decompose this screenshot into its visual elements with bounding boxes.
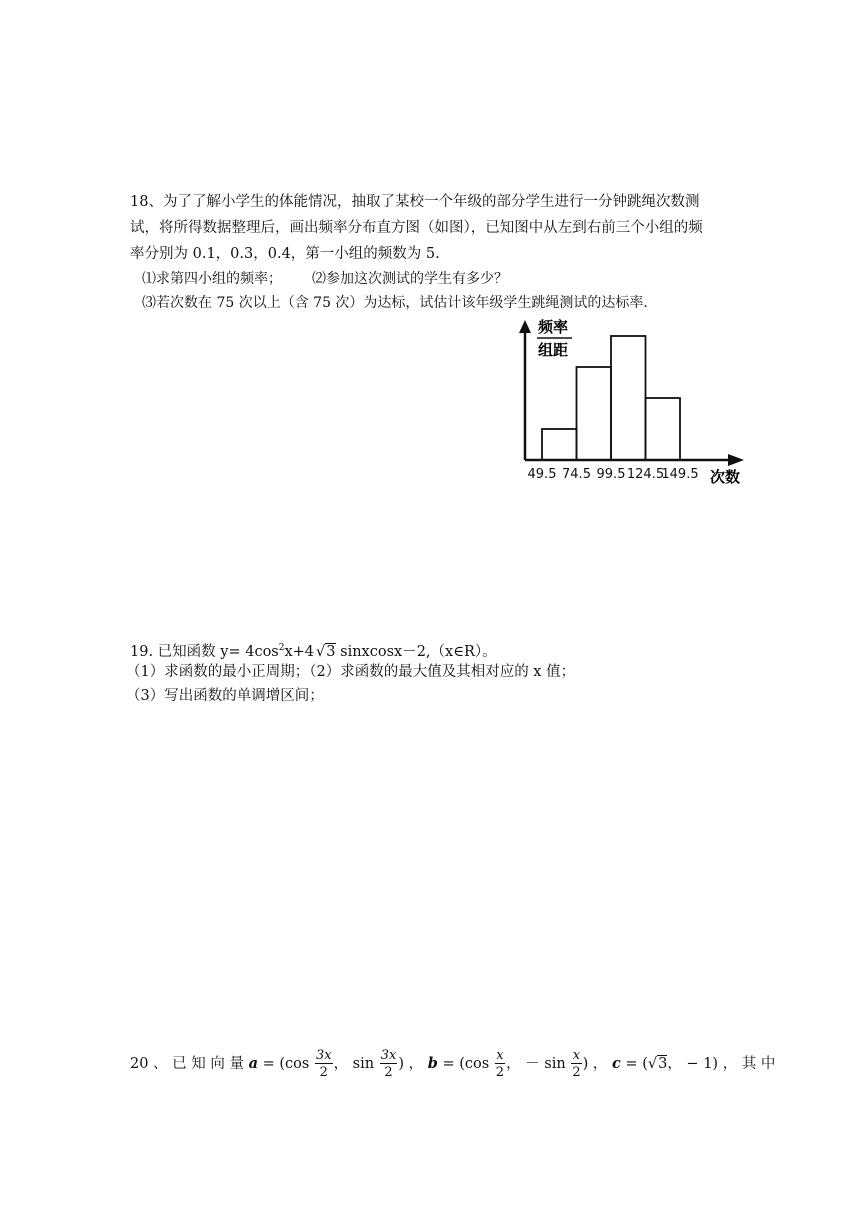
q19-prefix: 19. 已知函数 y= 4cos (130, 643, 279, 660)
q20-a-open: = (cos (262, 1056, 310, 1072)
q20-a-frac2: $\frac{3x}{2}$ (380, 1048, 397, 1080)
histogram-bar-3 (611, 336, 646, 460)
q20-b-open: = (cos (442, 1056, 490, 1072)
q20-prefix: 20 、 已 知 向 量 (130, 1056, 244, 1072)
ylabel-top: 频率 (538, 318, 569, 336)
q19-mid: x+4 (284, 643, 315, 660)
histogram-bar-1 (542, 429, 577, 460)
histogram-bar-2 (577, 367, 612, 460)
frequency-histogram (514, 318, 750, 488)
q20-c-rest: ， − 1) (667, 1056, 719, 1072)
tick-label: 124.5 (626, 467, 665, 482)
q19-suffix: sinxcosx－2,（x∈R）。 (340, 643, 497, 660)
q20-b-frac2: $\frac{x}{2}$ (572, 1048, 581, 1080)
q18-line1: 18、为了了解小学生的体能情况，抽取了某校一个年级的部分学生进行一分钟跳绳次数测 (130, 194, 700, 210)
q20-vec-a: a (248, 1055, 259, 1072)
q20-vec-c: c (611, 1055, 621, 1072)
q20-b-sin: － sin (525, 1056, 566, 1072)
q18-part1: ⑴求第四小组的频率； (142, 271, 282, 287)
q19-part2: （3）写出函数的单调增区间； (126, 688, 324, 704)
q18-line2: 试，将所得数据整理后，画出频率分布直方图（如图），已知图中从左到右前三个小组的频 (130, 220, 703, 236)
q19-line1: 19. 已知函数 $y= 4\cos^2x+4$ √3 sinxcosx－2,（x∈R）。 (130, 643, 497, 660)
q19-sup: 2 (278, 643, 285, 653)
q20-suffix: ， 其 中 (722, 1056, 776, 1072)
q20-line1: 20 、 已 知 向 量 a = (cos $\frac{3x}{2}$ ， sin $\frac{3x}{2}$ ) ， b = (cos $\frac{x}{2}$ ， － sin $\frac{x}{2}$ ) ， c = (√3， − 1) ， 其 中 (130, 1048, 776, 1080)
q20-b-frac1: $\frac{x}{2}$ (495, 1048, 505, 1080)
q19-root: 3 (326, 643, 336, 660)
histogram-bar-4 (646, 398, 681, 460)
q20-a-sin: sin (352, 1056, 375, 1072)
q19-part1: （1）求函数的最小正周期；（2）求函数的最大值及其相对应的 x 值； (126, 664, 576, 680)
tick-label: 99.5 (596, 467, 626, 482)
q18-part3: ⑶若次数在 75 次以上（含 75 次）为达标，试估计该年级学生跳绳测试的达标率. (142, 295, 648, 311)
q20-vec-b: b (427, 1055, 438, 1072)
ylabel-bottom: 组距 (538, 341, 569, 359)
q20-a-frac1: $\frac{3x}{2}$ (315, 1048, 332, 1080)
y-axis-arrow (519, 320, 531, 333)
xlabel: 次数 (710, 468, 741, 486)
tick-label: 74.5 (562, 467, 591, 482)
q18-line3: 率分别为 0.1，0.3，0.4，第一小组的频数为 5. (130, 246, 440, 262)
tick-label: 149.5 (661, 467, 699, 482)
x-axis-arrow (728, 454, 744, 466)
q20-c-root: 3 (658, 1056, 668, 1072)
tick-label: 49.5 (527, 467, 557, 482)
q18-part2: ⑵参加这次测试的学生有多少？ (312, 271, 508, 287)
